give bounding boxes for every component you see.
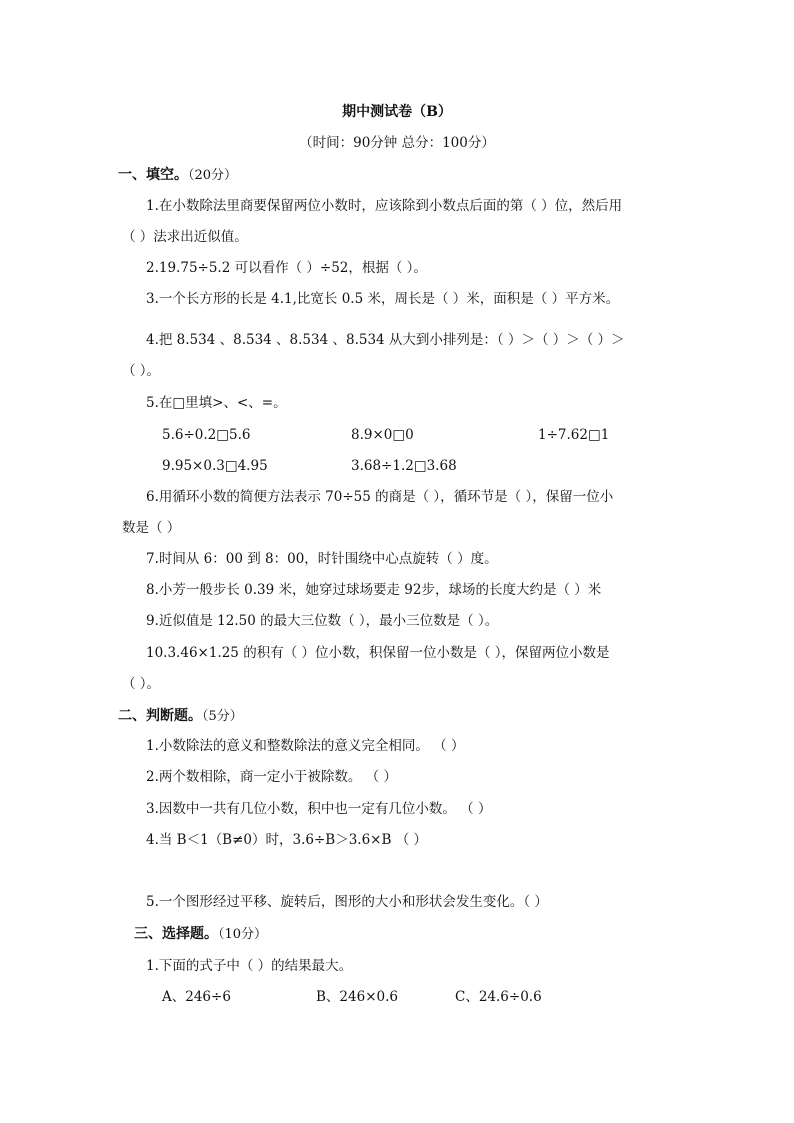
fill-question-6: 6.用循环小数的简便方法表示 70÷55 的商是（ ），循环节是（ ），保留一位小	[146, 489, 614, 505]
choice-question-1: 1.下面的式子中（ ）的结果最大。	[146, 958, 353, 974]
fill-question-1: 1.在小数除法里商要保留两位小数时，应该除到小数点后面的第（ ）位，然后用	[146, 198, 623, 214]
section-heading-fill	[118, 166, 237, 185]
judge-question-4: 4.当 B＜1（B≠0）时，3.6÷B＞3.6×B （ ）	[146, 832, 427, 848]
exam-info: （时间：90分钟 总分：100分）	[299, 135, 495, 151]
compare-item: 5.6÷0.2□5.6	[162, 427, 251, 443]
fill-question-1-cont: （ ）法求出近似值。	[122, 229, 248, 245]
page-title: 期中测试卷（B）	[342, 104, 452, 120]
compare-item: 3.68÷1.2□3.68	[351, 458, 457, 474]
judge-question-3: 3.因数中一共有几位小数，积中也一定有几位小数。 （ ）	[146, 801, 492, 817]
fill-question-9: 9.近似值是 12.50 的最大三位数（ ），最小三位数是（ ）。	[146, 613, 499, 629]
section-heading-judge	[118, 707, 243, 726]
choice-option-c: C、24.6÷0.6	[455, 989, 542, 1005]
fill-question-2: 2.19.75÷5.2 可以看作（ ）÷52，根据（ ）。	[146, 260, 427, 276]
choice-option-a: A、246÷6	[162, 989, 231, 1005]
fill-question-7: 7.时间从 6：00 到 8：00，时针围绕中心点旋转（ ）度。	[146, 551, 498, 567]
section-heading-choice	[134, 925, 267, 944]
fill-question-4-cont: （ ）。	[122, 363, 161, 379]
judge-question-2: 2.两个数相除，商一定小于被除数。 （ ）	[146, 769, 397, 785]
section-title: 三、选择题。	[134, 926, 218, 942]
fill-question-3: 3.一个长方形的长是 4.1,比宽长 0.5 米，周长是（ ）米，面积是（ ）平方米。	[146, 291, 620, 307]
section-points: （20分）	[188, 168, 238, 183]
judge-question-5: 5.一个图形经过平移、旋转后，图形的大小和形状会发生变化。（ ）	[146, 894, 548, 910]
fill-question-10: 10.3.46×1.25 的积有（ ）位小数，积保留一位小数是（ ），保留两位小数是	[146, 645, 610, 661]
fill-question-6-cont: 数是（ ）	[122, 520, 181, 536]
compare-item: 8.9×0□0	[351, 427, 414, 443]
section-points: （10分）	[218, 927, 268, 942]
section-points: （5分）	[202, 709, 243, 724]
compare-item: 1÷7.62□1	[538, 427, 610, 443]
section-title: 一、填空。	[118, 167, 188, 183]
choice-option-b: B、246×0.6	[316, 989, 398, 1005]
section-title: 二、判断题。	[118, 708, 202, 724]
fill-question-5: 5.在□里填>、<、=。	[146, 395, 287, 411]
fill-question-10-cont: （ ）。	[122, 676, 161, 692]
compare-item: 9.95×0.3□4.95	[162, 458, 268, 474]
fill-question-4: 4.把 8.53̇4̇ 、8.5̇34̇ 、8.534̇ 、8.534 从大到小排列是：（ ）＞（ ）＞（ ）＞	[146, 332, 625, 348]
fill-question-8: 8.小芳一般步长 0.39 米，她穿过球场要走 92步，球场的长度大约是（ ）米	[146, 582, 602, 598]
judge-question-1: 1.小数除法的意义和整数除法的意义完全相同。 （ ）	[146, 738, 465, 754]
